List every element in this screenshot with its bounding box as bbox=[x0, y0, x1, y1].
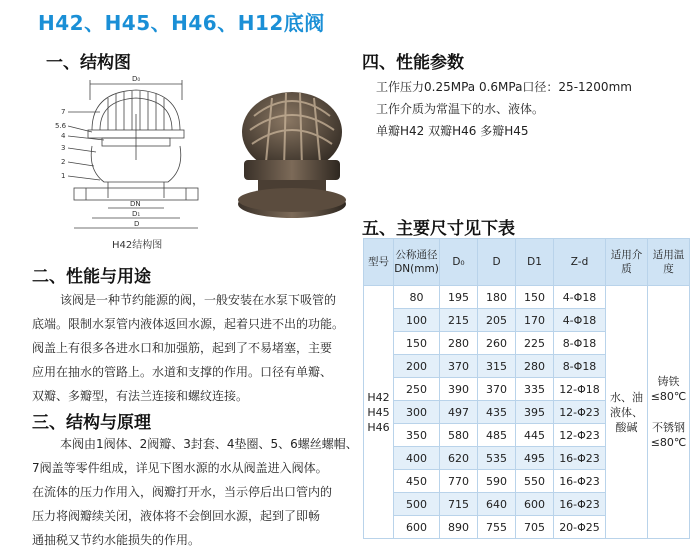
part-7: 7 bbox=[61, 108, 66, 116]
perf-line: 工作压力0.25MPa 0.6MPa口径：25-1200mm bbox=[376, 80, 632, 94]
section2-line: 双瓣、多瓣型，有法兰连接和螺纹连接。 bbox=[32, 389, 249, 403]
table-cell: 435 bbox=[478, 401, 516, 424]
page-title: H42、H45、H46、H12底阀 bbox=[38, 11, 325, 35]
table-cell: 590 bbox=[478, 470, 516, 493]
temp-line: 不锈钢 bbox=[652, 421, 685, 434]
model-cell bbox=[364, 286, 394, 539]
table-cell: 400 bbox=[394, 447, 440, 470]
temp-line: 铸铁 bbox=[657, 375, 680, 388]
table-cell: 280 bbox=[440, 332, 478, 355]
section1-heading: 一、结构图 bbox=[46, 53, 131, 73]
dim-d0: D₀ bbox=[132, 75, 141, 83]
table-cell: 200 bbox=[394, 355, 440, 378]
table-cell: 445 bbox=[516, 424, 554, 447]
table-cell: 250 bbox=[394, 378, 440, 401]
table-cell: 180 bbox=[478, 286, 516, 309]
col-header: Z-d bbox=[554, 239, 606, 286]
model-name: H45 bbox=[367, 405, 390, 419]
section3-line: 压力将阀瓣续关闭，液体将不会倒回水源，起到了即畅 bbox=[32, 509, 321, 523]
dim-d: D bbox=[134, 220, 140, 228]
table-cell: 770 bbox=[440, 470, 478, 493]
table-cell: 620 bbox=[440, 447, 478, 470]
part-4: 4 bbox=[61, 132, 66, 140]
perf-line: 单瓣H42 双瓣H46 多瓣H45 bbox=[376, 124, 529, 138]
table-cell: 205 bbox=[478, 309, 516, 332]
section2-text bbox=[32, 288, 344, 408]
table-cell: 755 bbox=[478, 516, 516, 539]
table-cell: 580 bbox=[440, 424, 478, 447]
table-cell: 335 bbox=[516, 378, 554, 401]
temp-line: ≤80℃ bbox=[650, 390, 687, 403]
table-cell: 390 bbox=[440, 378, 478, 401]
table-cell: 450 bbox=[394, 470, 440, 493]
table-cell: 640 bbox=[478, 493, 516, 516]
section3-line: 通抽税又节约水能损失的作用。 bbox=[32, 533, 201, 547]
model-name: H42 bbox=[367, 390, 390, 404]
temp-group bbox=[648, 420, 689, 450]
part-2: 2 bbox=[61, 158, 66, 166]
table-cell: 80 bbox=[394, 286, 440, 309]
section3-line: 本阀由1阀体、2阀瓣、3封套、4垫圈、5、6螺丝螺帽、 bbox=[60, 437, 358, 451]
table-cell: 600 bbox=[394, 516, 440, 539]
table-cell: 500 bbox=[394, 493, 440, 516]
part-3: 3 bbox=[61, 144, 66, 152]
table-cell: 4-Φ18 bbox=[554, 286, 606, 309]
table-cell: 890 bbox=[440, 516, 478, 539]
section5-heading: 五、主要尺寸见下表 bbox=[362, 219, 515, 239]
medium-line: 酸碱 bbox=[615, 420, 638, 434]
table-cell: 225 bbox=[516, 332, 554, 355]
table-cell: 195 bbox=[440, 286, 478, 309]
section2-line: 底端。限制水泵管内液体返回水源，起着只进不出的功能。 bbox=[32, 317, 345, 331]
table-cell: 8-Φ18 bbox=[554, 355, 606, 378]
table-cell: 395 bbox=[516, 401, 554, 424]
table-header-row bbox=[364, 239, 690, 286]
table-cell: 497 bbox=[440, 401, 478, 424]
table-cell: 12-Φ23 bbox=[554, 424, 606, 447]
section3-line: 在流体的压力作用入，阀瓣打开水，当示停后出口管内的 bbox=[32, 485, 333, 499]
table-cell: 12-Φ18 bbox=[554, 378, 606, 401]
section2-heading: 二、性能与用途 bbox=[32, 267, 151, 287]
table-cell: 705 bbox=[516, 516, 554, 539]
temp-group bbox=[648, 374, 689, 404]
table-cell: 315 bbox=[478, 355, 516, 378]
table-cell: 100 bbox=[394, 309, 440, 332]
table-cell: 370 bbox=[478, 378, 516, 401]
table-cell: 16-Φ23 bbox=[554, 470, 606, 493]
part-1: 1 bbox=[61, 172, 66, 180]
table-cell: 150 bbox=[516, 286, 554, 309]
col-header: D bbox=[478, 239, 516, 286]
table-cell: 16-Φ23 bbox=[554, 493, 606, 516]
col-header: 适用介质 bbox=[606, 239, 648, 286]
section2-line: 阀盖上有很多各进水口和加强筋，起到了不易堵塞，主要 bbox=[32, 341, 333, 355]
part-56: 5.6 bbox=[55, 122, 67, 130]
table-cell: 280 bbox=[516, 355, 554, 378]
valve-photo bbox=[226, 76, 358, 226]
col-header: 适用温度 bbox=[648, 239, 690, 286]
table-cell: 350 bbox=[394, 424, 440, 447]
section3-line: 7阀盖等零件组成，详见下图水源的水从阀盖进入阀体。 bbox=[32, 461, 328, 475]
table-cell: 550 bbox=[516, 470, 554, 493]
medium-line: 液体、 bbox=[610, 405, 643, 419]
table-cell: 495 bbox=[516, 447, 554, 470]
section4-heading: 四、性能参数 bbox=[362, 53, 464, 73]
drawing-caption: H42结构图 bbox=[112, 240, 163, 251]
table-cell: 485 bbox=[478, 424, 516, 447]
dim-d1: D₁ bbox=[132, 210, 141, 218]
temp-cell bbox=[648, 286, 690, 539]
col-header: D₀ bbox=[440, 239, 478, 286]
section3-heading: 三、结构与原理 bbox=[32, 413, 151, 433]
temp-line: ≤80℃ bbox=[650, 436, 687, 449]
table-cell: 260 bbox=[478, 332, 516, 355]
dimension-table bbox=[363, 238, 690, 539]
table-cell: 20-Φ25 bbox=[554, 516, 606, 539]
col-header: 公称通径DN(mm) bbox=[394, 239, 440, 286]
table-cell: 4-Φ18 bbox=[554, 309, 606, 332]
col-header: 型号 bbox=[364, 239, 394, 286]
table-cell: 215 bbox=[440, 309, 478, 332]
dim-dn: DN bbox=[130, 200, 141, 208]
model-name: H46 bbox=[367, 420, 390, 434]
section2-line: 该阀是一种节约能源的阀，一般安装在水泵下吸管的 bbox=[60, 293, 337, 307]
col-header: D1 bbox=[516, 239, 554, 286]
table-cell: 150 bbox=[394, 332, 440, 355]
table-cell: 535 bbox=[478, 447, 516, 470]
section3-text bbox=[32, 432, 358, 552]
medium-cell bbox=[606, 286, 648, 539]
table-row bbox=[364, 286, 690, 309]
table-cell: 16-Φ23 bbox=[554, 447, 606, 470]
table-cell: 715 bbox=[440, 493, 478, 516]
table-cell: 370 bbox=[440, 355, 478, 378]
medium-line: 水、油 bbox=[610, 390, 643, 404]
table-cell: 600 bbox=[516, 493, 554, 516]
perf-line: 工作介质为常温下的水、液体。 bbox=[376, 102, 545, 116]
table-cell: 12-Φ23 bbox=[554, 401, 606, 424]
structure-drawing bbox=[52, 70, 210, 240]
table-cell: 8-Φ18 bbox=[554, 332, 606, 355]
section2-line: 应用在抽水的管路上。水道和支撑的作用。口径有单瓣、 bbox=[32, 365, 333, 379]
table-cell: 170 bbox=[516, 309, 554, 332]
table-cell: 300 bbox=[394, 401, 440, 424]
